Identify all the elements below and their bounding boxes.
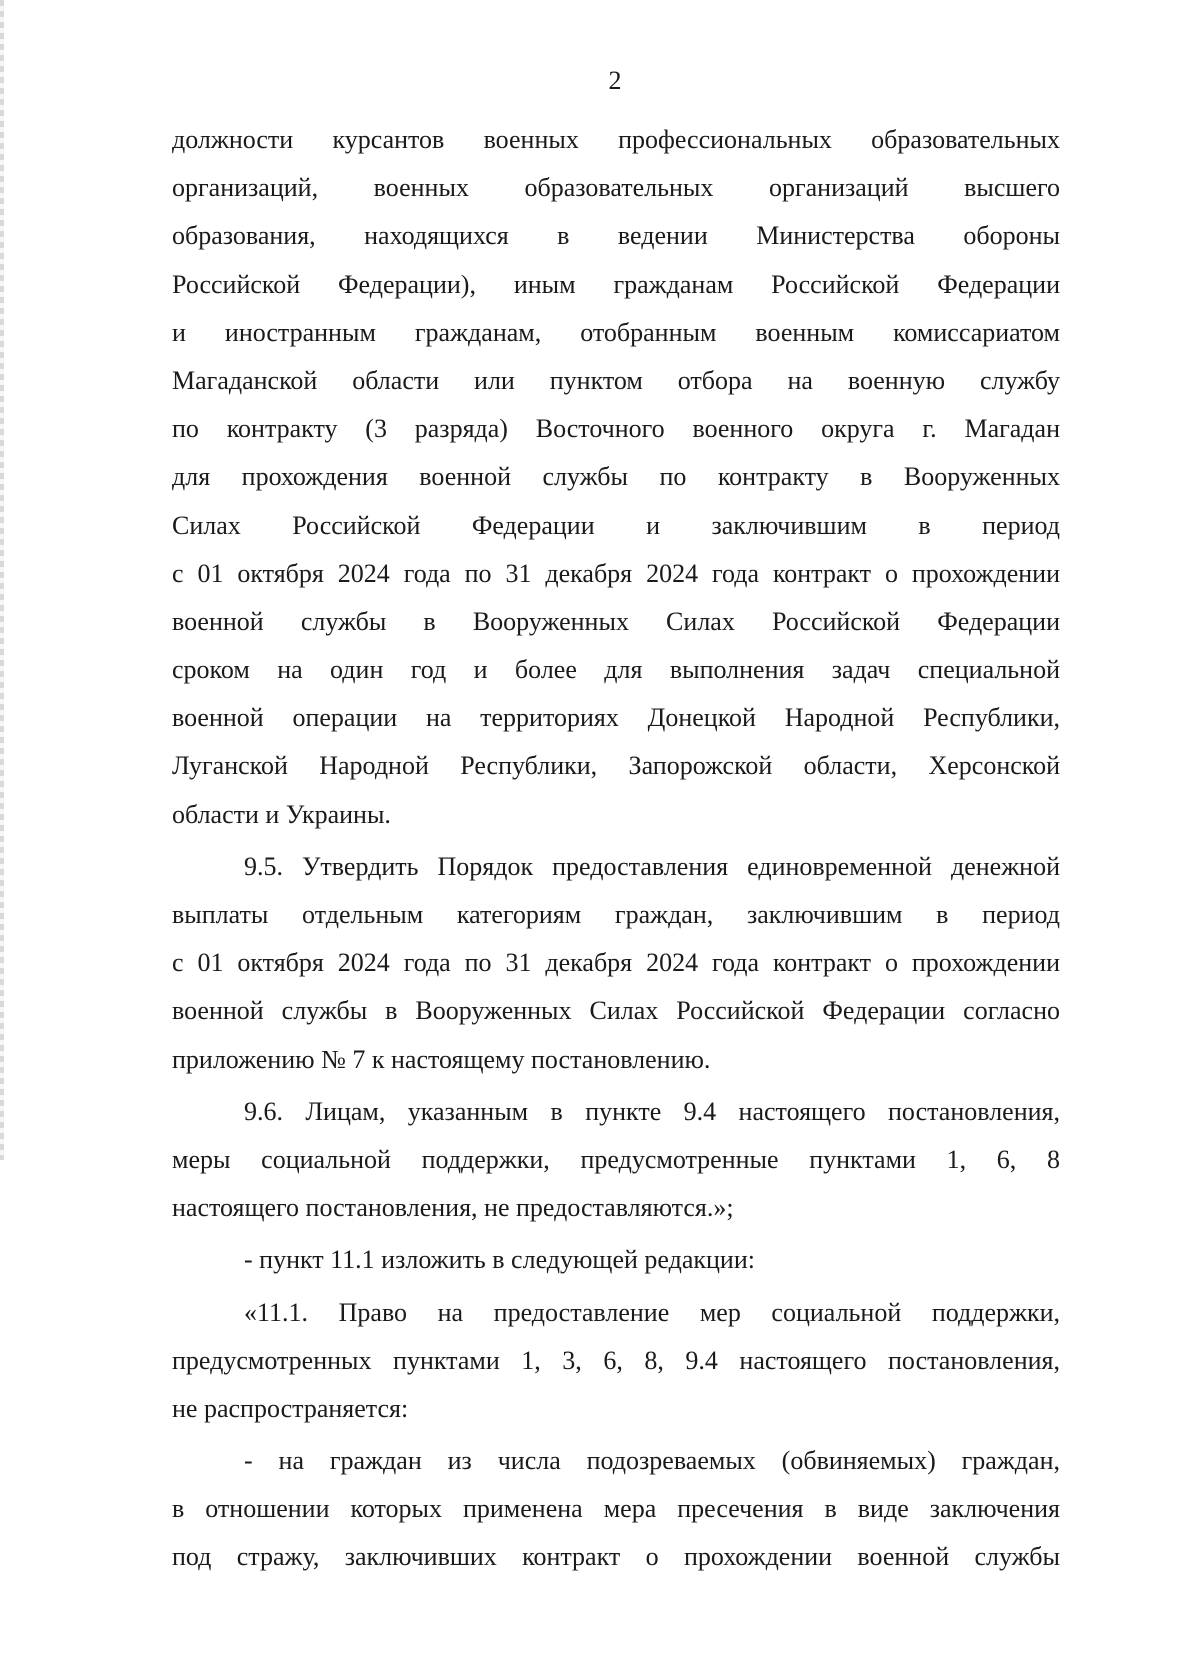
text-line: настоящего постановления, не предоставляются.»; bbox=[172, 1193, 734, 1223]
text-line: с 01 октября 2024 года по 31 декабря 2024 года контракт о прохождении bbox=[172, 948, 1060, 978]
text-line: для прохождения военной службы по контракту в Вооруженных bbox=[172, 462, 1060, 492]
text-line: Силах Российской Федерации и заключившим в период bbox=[172, 510, 1060, 540]
text-line: приложению № 7 к настоящему постановлению. bbox=[172, 1044, 711, 1074]
paragraph-amendment: - пункт 11.1 изложить в следующей редакции: bbox=[244, 1245, 755, 1275]
text-line: военной службы в Вооруженных Силах Российской Федерации bbox=[172, 606, 1060, 636]
text-line: с 01 октября 2024 года по 31 декабря 2024 года контракт о прохождении bbox=[172, 558, 1060, 588]
text-line: меры социальной поддержки, предусмотренные пунктами 1, 6, 8 bbox=[172, 1144, 1060, 1174]
text-line: выплаты отдельным категориям граждан, заключившим в период bbox=[172, 900, 1060, 929]
text-line: и иностранным гражданам, отобранным военным комиссариатом bbox=[172, 317, 1060, 347]
paragraph-list-item: - на граждан из числа подозреваемых (обвиняемых) граждан, bbox=[244, 1446, 1060, 1476]
text-line: Луганской Народной Республики, Запорожской области, Херсонской bbox=[172, 751, 1060, 781]
text-line: не распространяется: bbox=[172, 1393, 409, 1423]
text-line: организаций, военных образовательных организаций высшего bbox=[172, 173, 1060, 203]
text-line: области и Украины. bbox=[172, 799, 391, 829]
page-number: 2 bbox=[608, 66, 622, 95]
paragraph-9-6-start: 9.6. Лицам, указанным в пункте 9.4 настоящего постановления, bbox=[244, 1096, 1060, 1126]
text-line: должности курсантов военных профессиональных образовательных bbox=[172, 125, 1060, 154]
text-line: предусмотренных пунктами 1, 3, 6, 8, 9.4 настоящего постановления, bbox=[172, 1345, 1060, 1375]
paragraph-11-1-start: «11.1. Право на предоставление мер социальной поддержки, bbox=[244, 1297, 1060, 1327]
text-line: военной службы в Вооруженных Силах Российской Федерации согласно bbox=[172, 996, 1060, 1026]
text-line: сроком на один год и более для выполнения задач специальной bbox=[172, 655, 1060, 685]
document-body bbox=[172, 116, 1060, 1582]
text-line: Российской Федерации), иным гражданам Российской Федерации bbox=[172, 269, 1060, 299]
text-line: в отношении которых применена мера пресечения в виде заключения bbox=[172, 1494, 1060, 1524]
text-line: военной операции на территориях Донецкой Народной Республики, bbox=[172, 703, 1060, 733]
paragraph-9-5-start: 9.5. Утвердить Порядок предоставления единовременной денежной bbox=[244, 851, 1060, 881]
text-line: по контракту (3 разряда) Восточного военного округа г. Магадан bbox=[172, 414, 1060, 444]
text-line: Магаданской области или пунктом отбора на военную службу bbox=[172, 365, 1060, 395]
scan-edge bbox=[0, 0, 4, 1160]
text-line: под стражу, заключивших контракт о прохождении военной службы bbox=[172, 1542, 1060, 1572]
text-line: образования, находящихся в ведении Министерства обороны bbox=[172, 221, 1060, 251]
